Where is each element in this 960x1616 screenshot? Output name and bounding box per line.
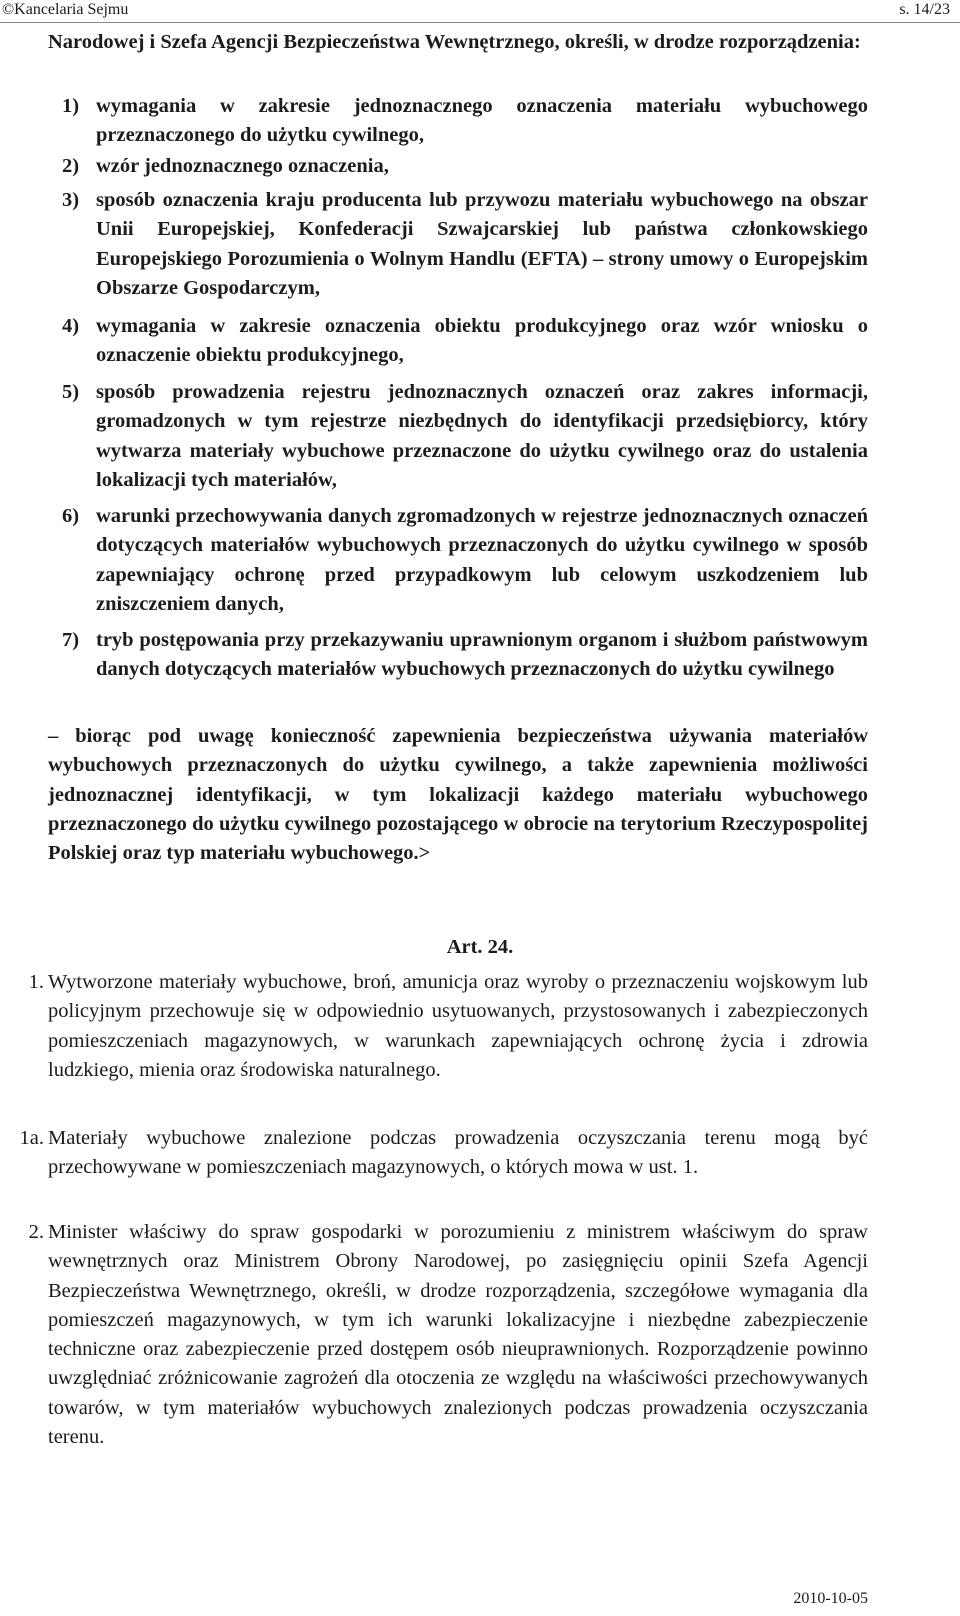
paragraph-text: Materiały wybuchowe znalezione podczas prowadzenia oczyszczania terenu mogą być przechowywane w pomieszczeniach magazynowych, o których mowa w ust. 1. bbox=[48, 1127, 868, 1179]
paragraph-text: Wytworzone materiały wybuchowe, broń, amunicja oraz wyroby o przeznaczeniu wojskowym lub policyjnym przechowuje się w odpowiednio usytuowanych, przystosowanych i zabezpieczonych pomieszczeniach magazynowych, w warunkach zapewniających ochronę życia i zdrowia ludzkiego, mienia oraz środowiska naturalnego. bbox=[48, 971, 868, 1081]
page-header bbox=[0, 0, 960, 22]
document-date: 2010-10-05 bbox=[793, 1590, 868, 1607]
list-item-number: 2) bbox=[62, 155, 80, 177]
list-item-text: tryb postępowania przy przekazywaniu uprawnionym organom i służbom państwowym danych dotyczących materiałów wybuchowych przeznaczonych do użytku cywilnego bbox=[96, 629, 868, 681]
list-item-number: 4) bbox=[62, 315, 80, 337]
list-item-number: 3) bbox=[62, 189, 80, 211]
closing-text: – biorąc pod uwagę konieczność zapewnienia bezpieczeństwa używania materiałów wybuchowych przeznaczonych do użytku cywilnego, a także zapewnienia możliwości jednoznacznej identyfikacji, w tym lokalizacji każdego materiału wybuchowego przeznaczonego do użytku cywilnego pozostającego w obrocie na terytorium Rzeczypospolitej Polskiej oraz typ materiału wybuchowego.> bbox=[48, 725, 868, 865]
article-title: Art. 24. bbox=[446, 936, 514, 958]
source-label: ©Kancelaria Sejmu bbox=[2, 1, 129, 18]
list-item-text: sposób oznaczenia kraju producenta lub przywozu materiału wybuchowego na obszar Unii Europejskiej, Konfederacji Szwajcarskiej lub państwa członkowskiego Europejskiego Porozumienia o Wolnym Handlu (EFTA) – strony umowy o Europejskim Obszarze Gospodarczym, bbox=[96, 189, 868, 299]
list-item-text: wymagania w zakresie oznaczenia obiektu produkcyjnego oraz wzór wniosku o oznaczenie obiektu produkcyjnego, bbox=[96, 315, 868, 367]
paragraph-text: Minister właściwy do spraw gospodarki w porozumieniu z ministrem właściwym do spraw wewnętrznych oraz Ministrem Obrony Narodowej, po zasięgnięciu opinii Szefa Agencji Bezpieczeństwa Wewnętrznego, określi, w drodze rozporządzenia, szczegółowe wymagania dla pomieszczeń magazynowych, w tym ich warunki lokalizacyjne i niezbędne zabezpieczenie techniczne oraz zabezpieczenie przed dostępem osób nieuprawnionych. Rozporządzenie powinno uwzględniać zróżnicowanie zagrożeń dla otoczenia ze względu na właściwości przechowywanych towarów, w tym materiałów wybuchowych znalezionych podczas prowadzenia oczyszczania terenu. bbox=[48, 1221, 868, 1449]
header-divider bbox=[0, 22, 960, 23]
list-item-number: 7) bbox=[62, 629, 80, 651]
list-item-text: warunki przechowywania danych zgromadzonych w rejestrze jednoznacznych oznaczeń dotyczących materiałów wybuchowych przeznaczonych do użytku cywilnego w sposób zapewniający ochronę przed przypadkowym lub celowym uszkodzeniem lub zniszczeniem danych, bbox=[96, 505, 868, 615]
paragraph-number: 1. bbox=[28, 971, 44, 993]
paragraph-number: 1a. bbox=[19, 1127, 44, 1149]
paragraph-number: 2. bbox=[28, 1221, 44, 1243]
list-item-number: 1) bbox=[62, 95, 80, 117]
list-item-text: wzór jednoznacznego oznaczenia, bbox=[96, 155, 389, 177]
list-item-text: wymagania w zakresie jednoznacznego oznaczenia materiału wybuchowego przeznaczonego do użytku cywilnego, bbox=[96, 95, 868, 147]
intro-text: Narodowej i Szefa Agencji Bezpieczeństwa Wewnętrznego, określi, w drodze rozporządzenia: bbox=[48, 31, 861, 53]
page-number: s. 14/23 bbox=[899, 1, 950, 18]
list-item-text: sposób prowadzenia rejestru jednoznacznych oznaczeń oraz zakres informacji, gromadzonych w tym rejestrze niezbędnych do identyfikacji przedsiębiorcy, który wytwarza materiały wybuchowe przeznaczone do użytku cywilnego oraz do ustalenia lokalizacji tych materiałów, bbox=[96, 381, 868, 491]
list-item-number: 5) bbox=[62, 381, 80, 403]
list-item-number: 6) bbox=[62, 505, 80, 527]
